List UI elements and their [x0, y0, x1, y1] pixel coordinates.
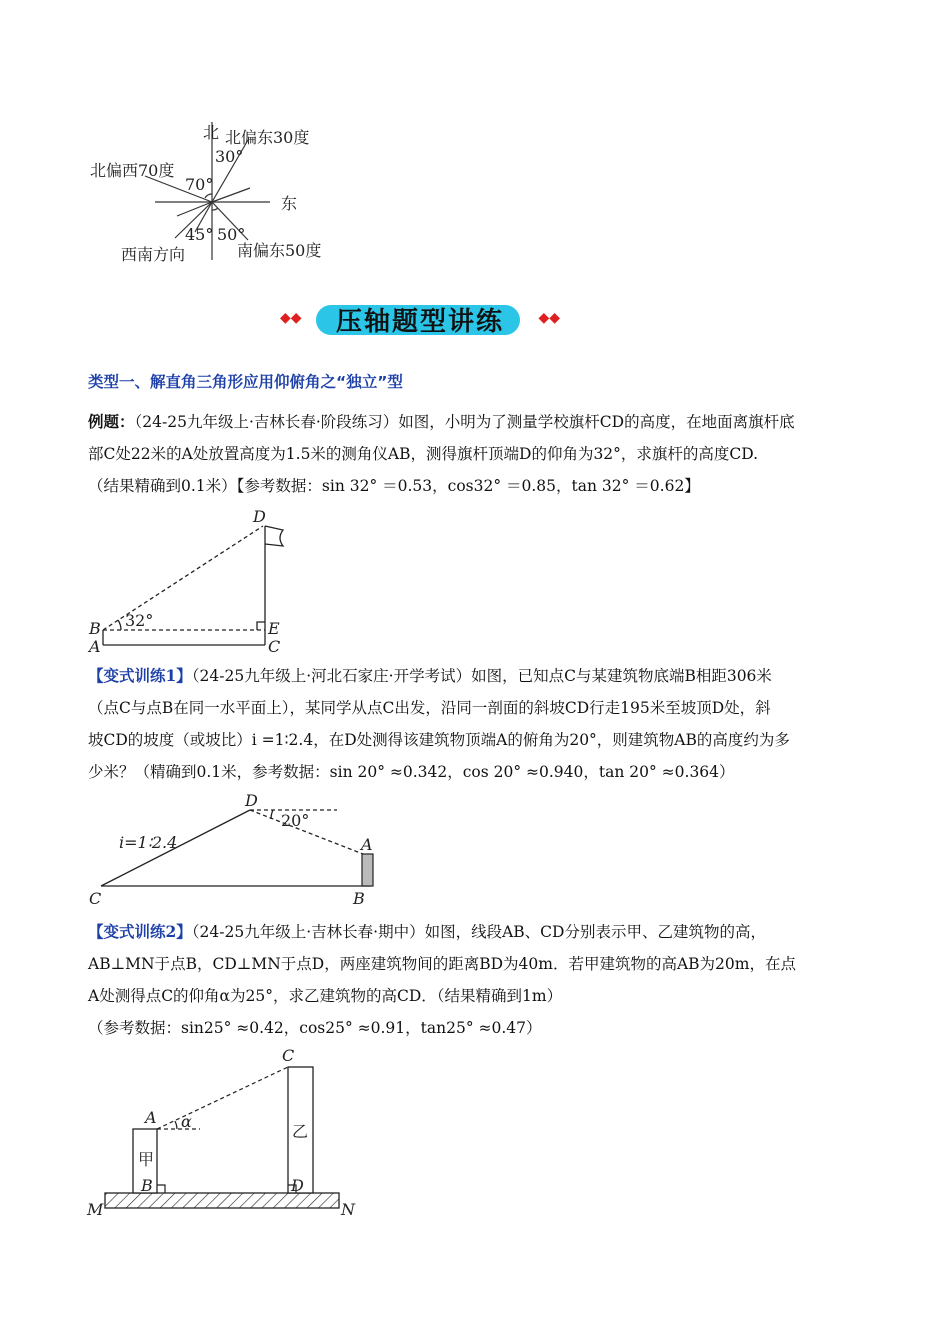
example-label: 例题：	[88, 412, 135, 431]
training1-line1: （24-25九年级上·河北石家庄·开学考试）如图，已知点C与某建筑物底端B相距306米	[191, 667, 772, 685]
compass-a30: 30°	[215, 147, 244, 166]
banner-diamond-right: ◆◆	[538, 310, 560, 326]
fig1-angle: 32°	[125, 611, 154, 630]
compass-ne: 北偏东30度	[225, 128, 310, 147]
compass-nw: 北偏西70度	[90, 161, 175, 180]
training2-line2: AB⊥MN于点B，CD⊥MN于点D，两座建筑物间的距离BD为40m．若甲建筑物的高AB为20m，在点	[88, 955, 796, 973]
fig1-label-E: E	[268, 619, 280, 638]
training2-line1: （24-25九年级上·吉林长春·期中）如图，线段AB、CD分别表示甲、乙建筑物的高，	[191, 923, 766, 941]
figure-flagpole	[85, 508, 305, 658]
fig1-label-B: B	[89, 619, 101, 638]
fig3-label-D: D	[291, 1176, 304, 1195]
training1-line3: 坡CD的坡度（或坡比）i =1∶2.4，在D处测得该建筑物顶端A的俯角为20°，则建筑物AB的高度约为多	[88, 731, 790, 749]
section-heading: 类型一、解直角三角形应用仰俯角之“独立”型	[88, 373, 403, 391]
compass-figure	[85, 110, 345, 270]
fig3-label-A: A	[145, 1108, 157, 1127]
compass-a45: 45°	[185, 225, 214, 244]
compass-north: 北	[203, 123, 220, 142]
example-line1: （24-25九年级上·吉林长春·阶段练习）如图，小明为了测量学校旗杆CD的高度，在地面离旗杆底	[134, 413, 795, 431]
fig1-label-D: D	[253, 508, 266, 526]
training2-line4: （参考数据：sin25° ≈0.42，cos25° ≈0.91，tan25° ≈0.47）	[88, 1019, 542, 1037]
fig3-jia: 甲	[138, 1150, 155, 1169]
training2-line3: A处测得点C的仰角α为25°，求乙建筑物的高CD．（结果精确到1m）	[88, 987, 563, 1005]
banner-title: 压轴题型讲练	[335, 307, 504, 337]
training1-label: 【变式训练1】	[88, 666, 192, 685]
training1-paragraph	[88, 660, 868, 788]
figure-slope	[85, 790, 385, 915]
fig2-label-A: A	[361, 835, 373, 854]
section-banner	[280, 297, 560, 342]
example-paragraph	[88, 406, 868, 502]
compass-se: 南偏东50度	[237, 241, 322, 260]
fig2-slope: i=1∶2.4	[119, 833, 178, 852]
fig2-label-C: C	[89, 889, 102, 908]
example-line3: （结果精确到0.1米）【参考数据：sin 32° ＝0.53，cos32° ＝0.85，tan 32° ＝0.62】	[88, 477, 700, 495]
fig2-label-B: B	[353, 889, 365, 908]
training1-line4: 少米？（精确到0.1米，参考数据：sin 20° ≈0.342，cos 20° ≈0.940，tan 20° ≈0.364）	[88, 763, 735, 781]
fig1-label-A: A	[89, 637, 101, 656]
training1-line2: （点C与点B在同一水平面上），某同学从点C出发，沿同一剖面的斜坡CD行走195米至坡顶D处，斜	[88, 699, 771, 717]
compass-east: 东	[281, 194, 298, 213]
fig3-alpha: α	[181, 1112, 192, 1131]
fig2-angle: 20°	[281, 811, 310, 830]
compass-a50: 50°	[217, 225, 246, 244]
compass-sw: 西南方向	[121, 245, 186, 264]
fig3-yi: 乙	[292, 1122, 309, 1141]
fig1-label-C: C	[268, 637, 281, 656]
fig3-label-M: M	[87, 1200, 104, 1219]
training2-paragraph	[88, 916, 868, 1044]
training2-label: 【变式训练2】	[88, 922, 192, 941]
fig3-label-B: B	[141, 1176, 153, 1195]
compass-a70: 70°	[185, 175, 214, 194]
fig3-label-C: C	[282, 1046, 295, 1065]
example-line2: 部C处22米的A处放置高度为1.5米的测角仪AB，测得旗杆顶端D的仰角为32°，求旗杆的高度CD.	[88, 445, 759, 463]
banner-diamond-left: ◆◆	[280, 310, 302, 326]
figure-buildings	[85, 1045, 375, 1225]
fig3-label-N: N	[341, 1200, 355, 1219]
fig2-label-D: D	[245, 791, 258, 810]
